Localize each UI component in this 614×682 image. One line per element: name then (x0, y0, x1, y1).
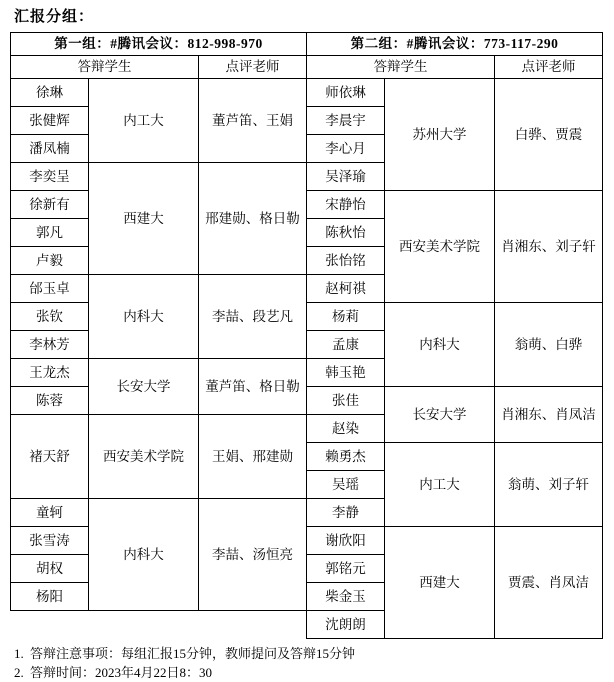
note-item (14, 663, 604, 682)
school-name: 苏州大学 (385, 79, 495, 191)
teacher-names: 邢建勋、格日勒 (199, 163, 307, 275)
school-name: 西安美术学院 (385, 191, 495, 303)
student-name: 徐新有 (11, 191, 89, 219)
note-text: 答辩时间：2023年4月22日8：30 (30, 665, 213, 680)
teacher-names: 贾震、肖凤洁 (495, 527, 603, 639)
table-row-column-headers (11, 56, 603, 79)
note-text: 答辩注意事项：每组汇报15分钟，教师提问及答辩15分钟 (30, 646, 356, 661)
note-number: 2. (14, 665, 24, 680)
student-name: 张健辉 (11, 107, 89, 135)
spacer-cell (11, 611, 89, 639)
teacher-names: 肖湘东、肖凤洁 (495, 387, 603, 443)
group-2-header: 第二组：#腾讯会议：773-117-290 (307, 33, 603, 56)
note-item (14, 644, 604, 663)
school-name: 内工大 (385, 443, 495, 527)
grouping-table (10, 32, 603, 639)
student-name: 李晨宇 (307, 107, 385, 135)
page-title: 汇报分组： (14, 9, 95, 25)
teacher-names: 董芦笛、王娟 (199, 79, 307, 163)
student-name: 师依琳 (307, 79, 385, 107)
student-name: 李林芳 (11, 331, 89, 359)
student-name: 陈蓉 (11, 387, 89, 415)
student-name: 谢欣阳 (307, 527, 385, 555)
student-name: 张怡铭 (307, 247, 385, 275)
student-name: 吴瑶 (307, 471, 385, 499)
student-name: 褚天舒 (11, 415, 89, 499)
student-name: 徐琳 (11, 79, 89, 107)
spacer-cell (199, 611, 307, 639)
school-name: 内科大 (89, 499, 199, 611)
student-name: 杨阳 (11, 583, 89, 611)
school-name: 长安大学 (385, 387, 495, 443)
student-name: 柴金玉 (307, 583, 385, 611)
col-header-student-left: 答辩学生 (11, 56, 199, 79)
student-name: 孟康 (307, 331, 385, 359)
student-name: 张雪涛 (11, 527, 89, 555)
teacher-names: 翁萌、刘子轩 (495, 443, 603, 527)
student-name: 张钦 (11, 303, 89, 331)
student-name: 李奕呈 (11, 163, 89, 191)
table-row (11, 79, 603, 107)
teacher-names: 翁萌、白骅 (495, 303, 603, 387)
school-name: 长安大学 (89, 359, 199, 415)
teacher-names: 董芦笛、格日勒 (199, 359, 307, 415)
student-name: 郭凡 (11, 219, 89, 247)
school-name: 内科大 (89, 275, 199, 359)
student-name: 沈朗朗 (307, 611, 385, 639)
teacher-names: 肖湘东、刘子轩 (495, 191, 603, 303)
school-name: 西建大 (89, 163, 199, 275)
school-name: 内科大 (385, 303, 495, 387)
teacher-names: 李喆、段艺凡 (199, 275, 307, 359)
student-name: 赵柯祺 (307, 275, 385, 303)
notes-section (10, 644, 604, 682)
teacher-names: 白骅、贾震 (495, 79, 603, 191)
student-name: 赵染 (307, 415, 385, 443)
student-name: 李心月 (307, 135, 385, 163)
note-number: 1. (14, 646, 24, 661)
student-name: 赖勇杰 (307, 443, 385, 471)
student-name: 韩玉艳 (307, 359, 385, 387)
student-name: 邰玉卓 (11, 275, 89, 303)
spacer-cell (89, 611, 199, 639)
student-name: 杨莉 (307, 303, 385, 331)
group-1-header: 第一组：#腾讯会议：812-998-970 (11, 33, 307, 56)
student-name: 吴泽瑜 (307, 163, 385, 191)
student-name: 陈秋怡 (307, 219, 385, 247)
student-name: 胡权 (11, 555, 89, 583)
student-name: 李静 (307, 499, 385, 527)
teacher-names: 王娟、邢建勋 (199, 415, 307, 499)
teacher-names: 李喆、汤恒亮 (199, 499, 307, 611)
school-name: 西安美术学院 (89, 415, 199, 499)
student-name: 潘凤楠 (11, 135, 89, 163)
col-header-teacher-left: 点评老师 (199, 56, 307, 79)
school-name: 内工大 (89, 79, 199, 163)
student-name: 童轲 (11, 499, 89, 527)
col-header-teacher-right: 点评老师 (495, 56, 603, 79)
student-name: 宋静怡 (307, 191, 385, 219)
student-name: 王龙杰 (11, 359, 89, 387)
col-header-student-right: 答辩学生 (307, 56, 495, 79)
school-name: 西建大 (385, 527, 495, 639)
student-name: 郭铭元 (307, 555, 385, 583)
student-name: 张佳 (307, 387, 385, 415)
student-name: 卢毅 (11, 247, 89, 275)
table-row-group-headers (11, 33, 603, 56)
